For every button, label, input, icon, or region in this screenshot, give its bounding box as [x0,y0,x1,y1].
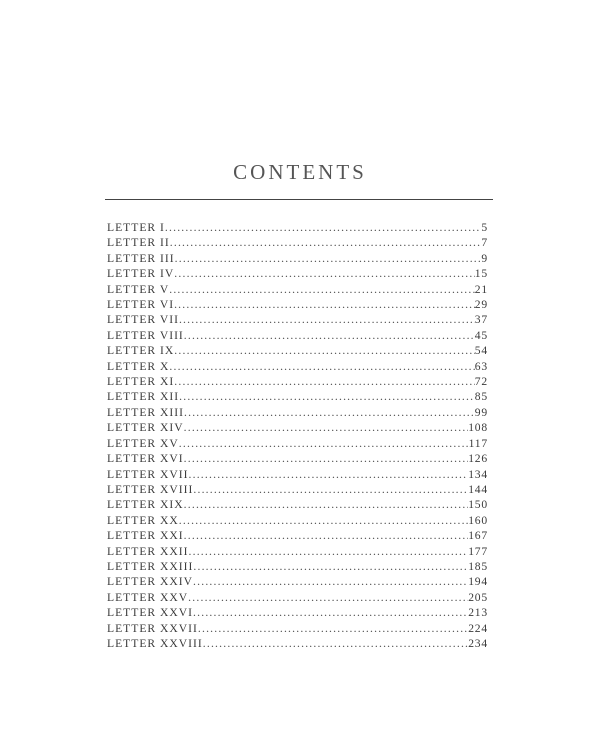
toc-entry-label: LETTER IV [107,267,175,281]
toc-entry-page-number: 205 [468,590,488,604]
dot-leader [203,636,468,651]
toc-entry[interactable] [107,636,488,651]
toc-entry-page-number: 45 [474,328,488,342]
toc-entry[interactable] [107,605,488,620]
toc-entry[interactable] [107,621,488,636]
toc-entry-page-number: 234 [468,636,488,650]
dot-leader [174,374,475,389]
toc-entry-page-number: 63 [474,359,488,373]
toc-entry-page-number: 72 [474,375,488,389]
dot-leader [174,297,475,312]
toc-entry-label: LETTER XVI [107,452,184,466]
dot-leader [184,528,469,543]
toc-entry[interactable] [107,251,488,266]
toc-entry-label: LETTER XIX [107,498,184,512]
toc-entry[interactable] [107,220,488,235]
toc-entry-label: LETTER XXV [107,590,189,604]
toc-entry-page-number: 150 [468,498,488,512]
toc-entry-label: LETTER IX [107,344,175,358]
toc-entry-page-number: 9 [481,251,488,265]
toc-entry-label: LETTER XVII [107,467,189,481]
dot-leader [193,605,468,620]
toc-entry-page-number: 117 [468,436,488,450]
dot-leader [179,312,475,327]
toc-entry-page-number: 54 [474,344,488,358]
page-title: CONTENTS [233,160,367,184]
toc-entry-page-number: 108 [468,421,488,435]
toc-entry-page-number: 213 [468,606,488,620]
toc-entry-label: LETTER XXVI [107,606,194,620]
dot-leader [188,590,468,605]
dot-leader [184,405,475,420]
toc-entry[interactable] [107,297,488,312]
toc-entry-label: LETTER XX [107,513,179,527]
dot-leader [179,513,468,528]
toc-entry[interactable] [107,405,488,420]
toc-entry-page-number: 15 [474,267,488,281]
toc-entry-page-number: 99 [474,405,488,419]
toc-entry-page-number: 224 [468,621,488,635]
dot-leader [179,389,475,404]
toc-entry-page-number: 85 [474,390,488,404]
toc-entry-label: LETTER III [107,251,175,265]
toc-entry[interactable] [107,528,488,543]
toc-entry-page-number: 37 [474,313,488,327]
dot-leader [184,497,469,512]
toc-entry-label: LETTER XVIII [107,482,194,496]
toc-entry[interactable] [107,328,488,343]
dot-leader [169,359,474,374]
toc-entry[interactable] [107,312,488,327]
title-divider [105,199,493,200]
dot-leader [184,328,475,343]
toc-entry[interactable] [107,235,488,250]
toc-entry-label: LETTER VIII [107,328,184,342]
dot-leader [169,282,475,297]
toc-entry[interactable] [107,544,488,559]
toc-entry[interactable] [107,282,488,297]
toc-entry[interactable] [107,343,488,358]
toc-entry-label: LETTER XXVIII [107,636,203,650]
toc-entry-page-number: 160 [468,513,488,527]
dot-leader [193,482,468,497]
dot-leader [184,451,469,466]
dot-leader [175,251,482,266]
dot-leader [165,220,481,235]
toc-entry[interactable] [107,590,488,605]
toc-entry[interactable] [107,436,488,451]
toc-entry-label: LETTER XXIII [107,559,194,573]
toc-entry-label: LETTER XIV [107,421,184,435]
toc-entry-label: LETTER VII [107,313,179,327]
toc-entry-page-number: 194 [468,575,488,589]
toc-entry-page-number: 185 [468,559,488,573]
toc-entry[interactable] [107,374,488,389]
toc-entry[interactable] [107,389,488,404]
toc-entry[interactable] [107,451,488,466]
dot-leader [170,235,482,250]
dot-leader [174,343,475,358]
table-of-contents [107,220,488,651]
dot-leader [184,420,469,435]
toc-entry-label: LETTER XI [107,375,175,389]
toc-entry-label: LETTER XV [107,436,179,450]
toc-entry[interactable] [107,482,488,497]
dot-leader [198,621,468,636]
toc-entry[interactable] [107,420,488,435]
toc-entry-label: LETTER XXII [107,544,189,558]
toc-entry[interactable] [107,497,488,512]
toc-entry-label: LETTER I [107,221,165,234]
toc-entry-label: LETTER XIII [107,405,184,419]
toc-entry-page-number: 126 [468,452,488,466]
toc-entry-label: LETTER XII [107,390,180,404]
toc-entry-page-number: 7 [481,236,488,250]
toc-entry[interactable] [107,574,488,589]
toc-entry-page-number: 134 [468,467,488,481]
toc-entry[interactable] [107,467,488,482]
toc-entry-label: LETTER VI [107,298,175,312]
toc-entry-page-number: 177 [468,544,488,558]
toc-entry-label: LETTER XXIV [107,575,194,589]
dot-leader [174,266,475,281]
toc-entry-page-number: 29 [474,298,488,312]
toc-entry-label: LETTER V [107,282,170,296]
toc-entry[interactable] [107,513,488,528]
toc-entry-label: LETTER XXVII [107,621,198,635]
toc-entry[interactable] [107,359,488,374]
toc-entry-page-number: 5 [481,221,488,234]
dot-leader [189,544,469,559]
toc-entry-label: LETTER II [107,236,170,250]
toc-entry-page-number: 144 [468,482,488,496]
dot-leader [193,574,468,589]
toc-entry-page-number: 21 [474,282,488,296]
toc-entry-page-number: 167 [468,529,488,543]
toc-entry-label: LETTER X [107,359,170,373]
toc-entry[interactable] [107,559,488,574]
dot-leader [193,559,468,574]
dot-leader [189,467,469,482]
dot-leader [179,436,469,451]
toc-entry[interactable] [107,266,488,281]
toc-entry-label: LETTER XXI [107,529,184,543]
